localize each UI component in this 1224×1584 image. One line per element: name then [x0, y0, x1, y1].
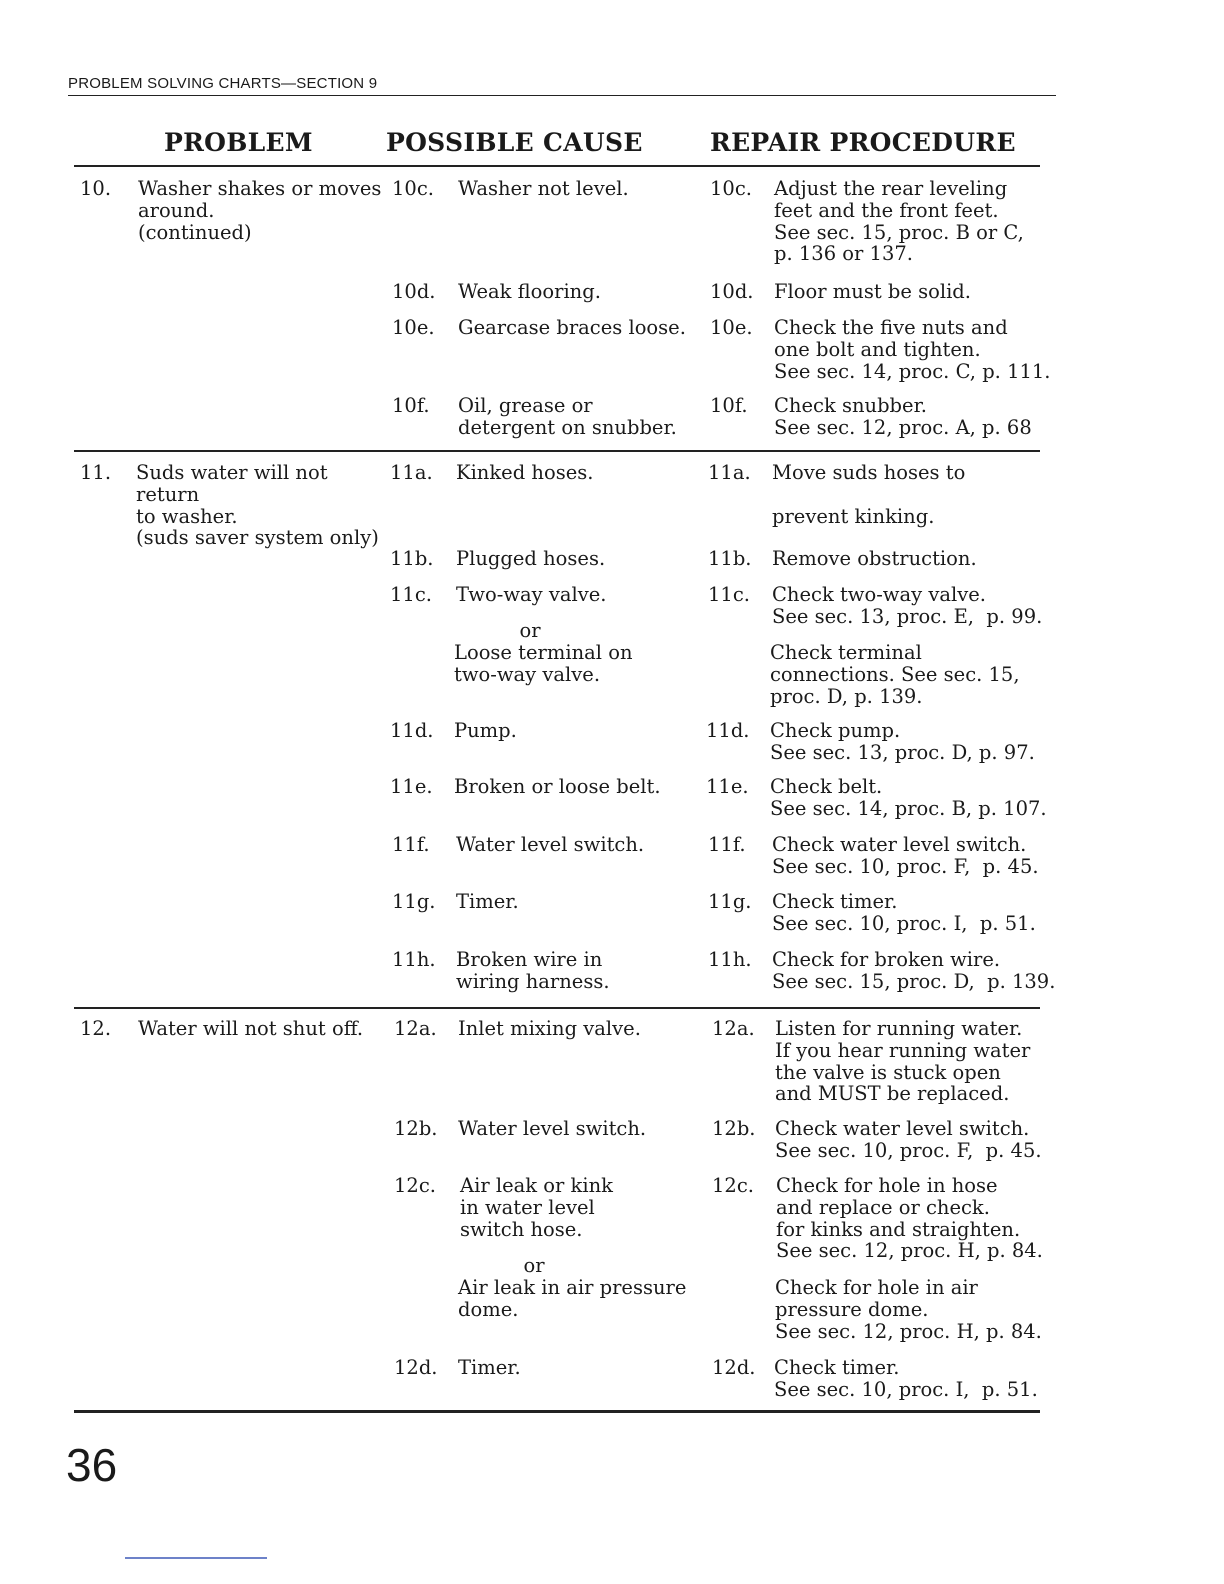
problem-description: Water will not shut off.: [138, 1017, 364, 1040]
cause-code: 12d.: [394, 1356, 438, 1379]
cause-text: Timer.: [458, 1356, 521, 1379]
repair-text: Check water level switch. See sec. 10, proc. F, p. 45.: [772, 833, 1039, 878]
problem-description: Suds water will not return to washer. (suds saver system only): [136, 461, 379, 550]
repair-text: Check water level switch. See sec. 10, proc. F, p. 45.: [775, 1117, 1042, 1162]
cause-code: 12b.: [394, 1117, 438, 1140]
repair-code: 11c.: [708, 583, 750, 606]
repair-code: 12b.: [712, 1117, 756, 1140]
cause-text: Gearcase braces loose.: [458, 316, 686, 339]
repair-text: Check two-way valve. See sec. 13, proc. E, p. 99.: [772, 583, 1043, 628]
cause-code: 12a.: [394, 1017, 437, 1040]
repair-text-alternate: Check terminal connections. See sec. 15, proc. D, p. 139.: [770, 641, 1020, 708]
repair-text: Check the five nuts and one bolt and tighten. See sec. 14, proc. C, p. 111.: [774, 316, 1051, 383]
repair-text: Check for broken wire. See sec. 15, proc. D, p. 139.: [772, 948, 1056, 993]
cause-code: 11g.: [392, 890, 436, 913]
column-header-repair-procedure: REPAIR PROCEDURE: [710, 128, 1016, 157]
footer-mark: [125, 1557, 267, 1559]
section-rule: [74, 1007, 1040, 1009]
or-separator: or: [519, 619, 541, 642]
repair-text: Check snubber. See sec. 12, proc. A, p. 68: [774, 394, 1032, 439]
page-number: 36: [66, 1439, 118, 1491]
cause-code: 11f.: [392, 833, 430, 856]
cause-code: 11d.: [390, 719, 434, 742]
problem-number: 11.: [80, 461, 112, 484]
cause-text: Pump.: [454, 719, 517, 742]
cause-text: Weak flooring.: [458, 280, 601, 303]
cause-text: Kinked hoses.: [456, 461, 594, 484]
cause-code: 10c.: [392, 177, 434, 200]
repair-code: 10e.: [710, 316, 753, 339]
cause-code: 12c.: [394, 1174, 436, 1197]
header-rule: [68, 95, 1056, 96]
repair-code: 11a.: [708, 461, 751, 484]
repair-code: 10d.: [710, 280, 754, 303]
running-head: PROBLEM SOLVING CHARTS—SECTION 9: [68, 75, 378, 92]
problem-description: Washer shakes or moves around. (continued): [138, 177, 382, 244]
repair-text-alternate: Check for hole in air pressure dome. See sec. 12, proc. H, p. 84.: [775, 1276, 1042, 1343]
cause-code: 11c.: [390, 583, 432, 606]
repair-code: 11e.: [706, 775, 749, 798]
problem-number: 10.: [80, 177, 112, 200]
repair-text: Listen for running water. If you hear running water the valve is stuck open and MUST be replaced.: [775, 1017, 1031, 1106]
cause-text: Inlet mixing valve.: [458, 1017, 641, 1040]
repair-text: Check timer. See sec. 10, proc. I, p. 51.: [774, 1356, 1038, 1401]
repair-code: 11b.: [708, 547, 752, 570]
repair-code: 12c.: [712, 1174, 754, 1197]
cause-text-alternate: Air leak in air pressure dome.: [458, 1276, 687, 1321]
repair-code: 11h.: [708, 948, 752, 971]
cause-text: Water level switch.: [456, 833, 645, 856]
table-bottom-rule: [74, 1410, 1040, 1413]
cause-text: Broken or loose belt.: [454, 775, 661, 798]
section-rule: [74, 450, 1040, 452]
repair-text: Check for hole in hose and replace or check. for kinks and straighten. See sec. 12, proc. H, p. 84.: [776, 1174, 1043, 1263]
cause-text: Two-way valve.: [456, 583, 607, 606]
cause-code: 10d.: [392, 280, 436, 303]
repair-text: Move suds hoses to prevent kinking.: [772, 461, 966, 528]
repair-text: Check belt. See sec. 14, proc. B, p. 107.: [770, 775, 1047, 820]
repair-code: 12d.: [712, 1356, 756, 1379]
cause-text: Broken wire in wiring harness.: [456, 948, 610, 993]
repair-code: 10c.: [710, 177, 752, 200]
cause-text: Oil, grease or detergent on snubber.: [458, 394, 677, 439]
or-separator: or: [523, 1254, 545, 1277]
cause-code: 11a.: [390, 461, 433, 484]
repair-text: Floor must be solid.: [774, 280, 971, 303]
cause-text-alternate: Loose terminal on two-way valve.: [454, 641, 633, 686]
repair-code: 11g.: [708, 890, 752, 913]
cause-code: 11b.: [390, 547, 434, 570]
cause-code: 10e.: [392, 316, 435, 339]
cause-code: 10f.: [392, 394, 430, 417]
cause-text: Timer.: [456, 890, 519, 913]
column-header-possible-cause: POSSIBLE CAUSE: [386, 128, 643, 157]
repair-text: Adjust the rear leveling feet and the front feet. See sec. 15, proc. B or C, p. 136 or 137.: [774, 177, 1024, 266]
repair-code: 11f.: [708, 833, 746, 856]
table-top-rule: [74, 165, 1040, 167]
repair-code: 10f.: [710, 394, 748, 417]
problem-number: 12.: [80, 1017, 112, 1040]
repair-code: 12a.: [712, 1017, 755, 1040]
cause-code: 11e.: [390, 775, 433, 798]
repair-text: Remove obstruction.: [772, 547, 977, 570]
cause-text: Water level switch.: [458, 1117, 647, 1140]
column-header-problem: PROBLEM: [164, 128, 313, 157]
repair-text: Check timer. See sec. 10, proc. I, p. 51.: [772, 890, 1036, 935]
repair-code: 11d.: [706, 719, 750, 742]
cause-text: Washer not level.: [458, 177, 629, 200]
cause-code: 11h.: [392, 948, 436, 971]
cause-text: Plugged hoses.: [456, 547, 606, 570]
repair-text: Check pump. See sec. 13, proc. D, p. 97.: [770, 719, 1035, 764]
cause-text: Air leak or kink in water level switch hose.: [460, 1174, 613, 1241]
